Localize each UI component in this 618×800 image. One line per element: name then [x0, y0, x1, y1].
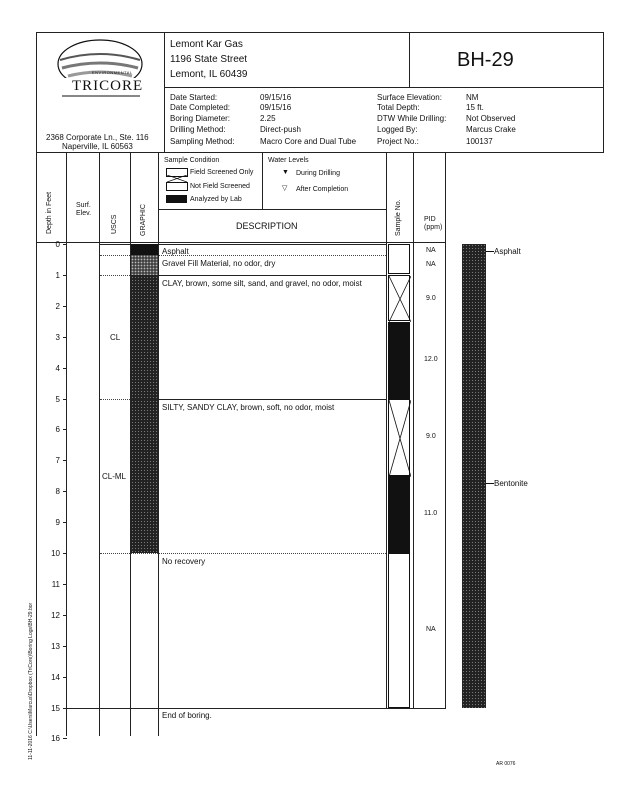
- depth-tick: [63, 368, 67, 369]
- date-completed-label: Date Completed:: [170, 103, 231, 112]
- sample-field-screened-2: [388, 399, 410, 476]
- col-line-depth: [66, 152, 67, 736]
- total-depth-label: Total Depth:: [377, 103, 420, 112]
- sample-box-1: [388, 244, 410, 274]
- depth-tick: [63, 306, 67, 307]
- legend-analyzed-label: Analyzed by Lab: [190, 196, 242, 203]
- depth-label: 5: [55, 394, 60, 404]
- depth-label: 1: [55, 270, 60, 280]
- legend-analyzed-swatch: [166, 195, 187, 203]
- col-graphic-header: GRAPHIC: [140, 204, 147, 236]
- depth-tick: [63, 275, 67, 276]
- depth-tick: [63, 399, 67, 400]
- pid-value-6: 11.0: [424, 510, 438, 517]
- desc-silty-clay: SILTY, SANDY CLAY, brown, soft, no odor, moist: [162, 403, 335, 412]
- boring-diameter-value: 2.25: [260, 114, 276, 123]
- header-top-border: [36, 32, 604, 33]
- footer-page-code: AR 0076: [496, 761, 516, 767]
- legend-not-screened-swatch: [166, 182, 188, 191]
- date-completed-value: 09/15/16: [260, 103, 292, 112]
- col-pid-header: [424, 216, 442, 232]
- depth-label: 11: [51, 579, 60, 589]
- well-bentonite-column: [462, 244, 486, 708]
- total-depth-value: 15 ft.: [466, 103, 484, 112]
- col-depth-header: Depth in Feet: [46, 191, 53, 234]
- logo-divider: [164, 32, 165, 152]
- legend-field-screened-swatch: [166, 168, 188, 177]
- company-address-2: Naperville, IL 60563: [62, 142, 133, 151]
- pid-value-1: NA: [426, 247, 436, 254]
- graphic-asphalt: [131, 244, 158, 255]
- depth-tick: [63, 738, 67, 739]
- site-bottom-line: [164, 87, 604, 88]
- project-no-value: 100137: [466, 137, 493, 146]
- during-drilling-icon: ▼: [282, 169, 289, 176]
- legend-divider: [262, 152, 263, 209]
- depth-tick: [63, 337, 67, 338]
- desc-clay-text: CLAY, brown, some silt, sand, and gravel, no odor, moist: [162, 279, 362, 288]
- boring-id: BH-29: [457, 49, 514, 71]
- company-address-1: 2368 Corporate Ln., Ste. 116: [46, 133, 149, 142]
- stratum-line-gravel: [130, 275, 386, 276]
- pid-value-4: 12.0: [424, 356, 438, 363]
- sample-analyzed-2: [388, 476, 410, 553]
- project-no-label: Project No.:: [377, 137, 419, 146]
- depth-tick: [63, 460, 67, 461]
- desc-clay: [162, 279, 382, 288]
- depth-tick: [63, 553, 67, 554]
- well-bentonite-pointer: [486, 483, 494, 484]
- graphic-silty-clay: [131, 400, 158, 553]
- depth-tick: [63, 677, 67, 678]
- dtw-value: Not Observed: [466, 114, 516, 123]
- depth-label: 9: [55, 518, 60, 528]
- col-sample-header: Sample No.: [395, 199, 402, 236]
- dtw-label: DTW While Drilling:: [377, 114, 447, 123]
- depth-label: 4: [55, 363, 60, 373]
- legend-not-screened-label: Not Field Screened: [190, 183, 250, 190]
- sample-box-empty: [388, 553, 410, 708]
- desc-gravel: Gravel Fill Material, no odor, dry: [162, 259, 276, 268]
- boring-bottom-line: [66, 708, 446, 709]
- logged-by-value: Marcus Crake: [466, 125, 516, 134]
- legend-during-label: During Drilling: [296, 170, 340, 177]
- sample-field-screened-1: [388, 275, 410, 321]
- surface-elevation-value: NM: [466, 93, 479, 102]
- after-completion-icon: ▽: [282, 185, 288, 192]
- sampling-method-value: Macro Core and Dual Tube: [260, 137, 357, 146]
- depth-tick: [63, 615, 67, 616]
- col-pid-text: PID (ppm): [424, 216, 443, 231]
- stratum-line-gravel-left: [100, 275, 130, 276]
- col-surf-header: [76, 202, 96, 218]
- legend-water-title: Water Levels: [268, 157, 309, 164]
- depth-label: 6: [55, 425, 60, 435]
- sampling-method-label: Sampling Method:: [170, 137, 235, 146]
- logo-subtext: ENVIRONMENTAL: [92, 70, 133, 75]
- boring-diameter-label: Boring Diameter:: [170, 114, 231, 123]
- graphic-gravel: [131, 255, 158, 275]
- surface-elevation-label: Surface Elevation:: [377, 93, 442, 102]
- depth-label: 2: [55, 301, 60, 311]
- depth-label: 12: [51, 610, 60, 620]
- graphic-clay: [131, 276, 158, 399]
- depth-tick: [63, 244, 67, 245]
- col-line-graphic: [158, 152, 159, 736]
- uscs-cl-ml: CL-ML: [102, 472, 127, 481]
- stratum-line-clay: [100, 399, 130, 400]
- side-file-path: 11-11-2016 C:\Users\Marcus\Dropbox (TriCore)\Boring Logs\BH-29.bor: [28, 602, 34, 760]
- desc-end-boring: End of boring.: [162, 711, 212, 720]
- desc-no-recovery: No recovery: [162, 557, 206, 566]
- legend-bottom: [158, 209, 386, 210]
- logo-text: TRICORE: [72, 78, 144, 94]
- stratum-line-silty: [100, 553, 386, 554]
- col-description-header: DESCRIPTION: [236, 221, 298, 231]
- drilling-method-label: Drilling Method:: [170, 125, 226, 134]
- pid-value-5: 9.0: [426, 433, 436, 440]
- depth-label: 13: [51, 641, 60, 651]
- col-line-desc: [386, 152, 387, 708]
- legend-field-screened-label: Field Screened Only: [190, 169, 254, 176]
- logged-by-label: Logged By:: [377, 125, 418, 134]
- site-name: Lemont Kar Gas: [170, 39, 243, 50]
- depth-tick: [63, 646, 67, 647]
- date-started-label: Date Started:: [170, 93, 218, 102]
- depth-axis-left: [36, 152, 37, 736]
- site-city: Lemont, IL 60439: [170, 69, 248, 80]
- depth-label: 10: [51, 549, 60, 558]
- header-bottom-line: [36, 152, 604, 153]
- col-line-surf: [99, 152, 100, 736]
- pid-value-7: NA: [426, 626, 436, 633]
- col-uscs-header: USCS: [111, 214, 118, 234]
- id-divider: [409, 32, 410, 87]
- date-started-value: 09/15/16: [260, 93, 292, 102]
- depth-label: 3: [55, 332, 60, 342]
- depth-label: 14: [51, 672, 60, 682]
- desc-asphalt: Asphalt: [162, 247, 189, 256]
- well-asphalt-label: Asphalt: [494, 247, 521, 256]
- depth-tick: [63, 522, 67, 523]
- col-line-pid: [445, 152, 446, 708]
- uscs-cl: CL: [110, 333, 121, 342]
- legend-sample-title: Sample Condition: [164, 157, 220, 164]
- legend-after-label: After Completion: [296, 186, 349, 193]
- site-street: 1196 State Street: [170, 54, 248, 65]
- depth-tick: [63, 491, 67, 492]
- depth-label: 15: [51, 703, 60, 713]
- depth-tick: [63, 584, 67, 585]
- header-left-border: [36, 32, 37, 152]
- depth-label: 16: [51, 734, 60, 744]
- column-header-bottom: [36, 242, 446, 243]
- well-bentonite-label: Bentonite: [494, 479, 528, 488]
- well-asphalt-pointer: [486, 251, 494, 252]
- col-surf-text: Surf. Elev.: [76, 202, 92, 217]
- pid-value-3: 9.0: [426, 295, 436, 302]
- pid-value-2: NA: [426, 261, 436, 268]
- depth-label: 8: [55, 487, 60, 497]
- drilling-method-value: Direct-push: [260, 125, 301, 134]
- sample-analyzed-1: [388, 322, 410, 399]
- depth-label: 7: [55, 456, 60, 466]
- depth-label: 0: [55, 240, 60, 249]
- stratum-line-clay-right: [130, 399, 386, 400]
- depth-tick: [63, 429, 67, 430]
- col-line-sample: [413, 152, 414, 708]
- header-right-border: [603, 32, 604, 152]
